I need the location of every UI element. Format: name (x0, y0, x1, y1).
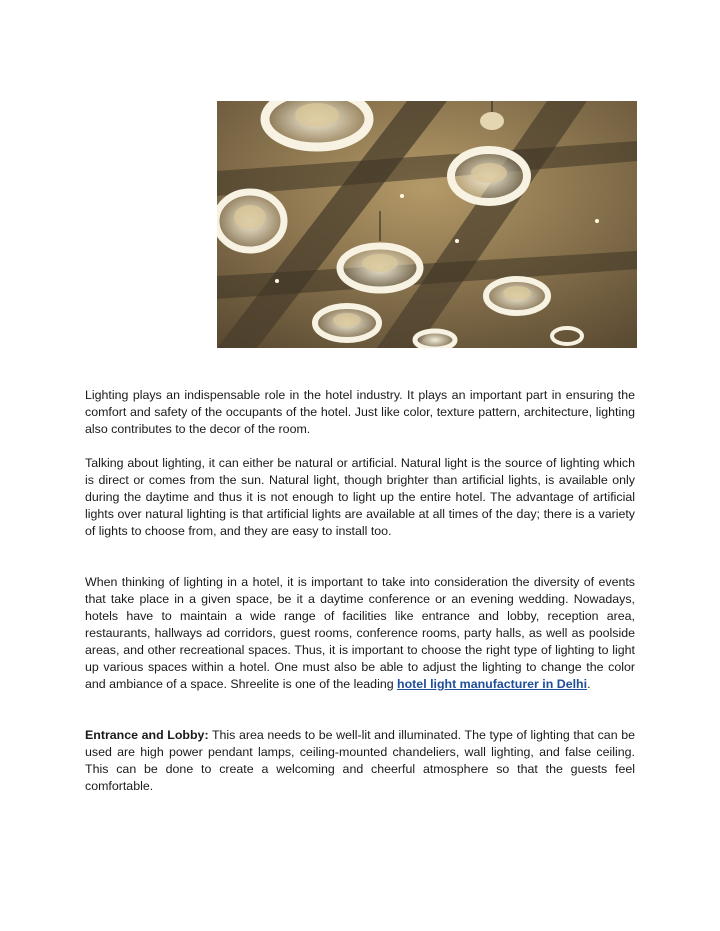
chandelier-ring (262, 101, 372, 149)
hotel-ceiling-lighting-photo (217, 101, 637, 348)
paragraph-body-text: When thinking of lighting in a hotel, it is important to take into consideration the diversity of events that take place in a given space, be it a daytime conference or an evening wedding. Nowadays, hotels have to maintain a wide range of facilities like entrance and lobby, reception area, restaurants, hallways ad corridors, guest rooms, conference rooms, party halls, as well as poolside areas, and other recreational spaces. Thus, it is important to choose the right type of lighting to light up various spaces within a hotel. One must also be able to adjust the lighting to change the color and ambiance of a space. Shreelite is one of the leading (85, 575, 635, 691)
chandelier-ring (447, 146, 531, 206)
paragraph-intro: Lighting plays an indispensable role in the hotel industry. It plays an important part in ensuring the comfort and safety of the occupants of the hotel. Just like color, texture pattern, architecture, lighting also contributes to the decor of the room. (85, 388, 635, 436)
paragraph-diversity-of-events (85, 574, 635, 693)
hotel-light-manufacturer-link[interactable]: hotel light manufacturer in Delhi (397, 677, 588, 691)
paragraph-body-text: This area needs to be well-lit and illuminated. The type of lighting that can be used are high power pendant lamps, ceiling-mounted chandeliers, wall lighting, and false ceiling. This can be done to create a welcoming and cheerful atmosphere so that the guests feel comfortable. (85, 728, 635, 793)
chandelier-ring (312, 303, 382, 343)
article-body (85, 387, 635, 795)
paragraph-end-period: . (587, 677, 591, 691)
paragraph-entrance-lobby (85, 727, 635, 795)
chandelier-ring (482, 276, 552, 316)
section-heading-entrance-lobby: Entrance and Lobby: (85, 728, 209, 742)
chandelier-ring (413, 329, 457, 348)
paragraph-natural-vs-artificial: Talking about lighting, it can either be natural or artificial. Natural light is the source of lighting which is direct or comes from the sun. Natural light, though brighter than artificial lights, is available only during the daytime and thus it is not enough to light up the entire hotel. The advantage of artificial lights over natural lighting is that artificial lights are available at all times of the day; there is a variety of lights to choose from, and they are easy to install too. (85, 456, 635, 538)
